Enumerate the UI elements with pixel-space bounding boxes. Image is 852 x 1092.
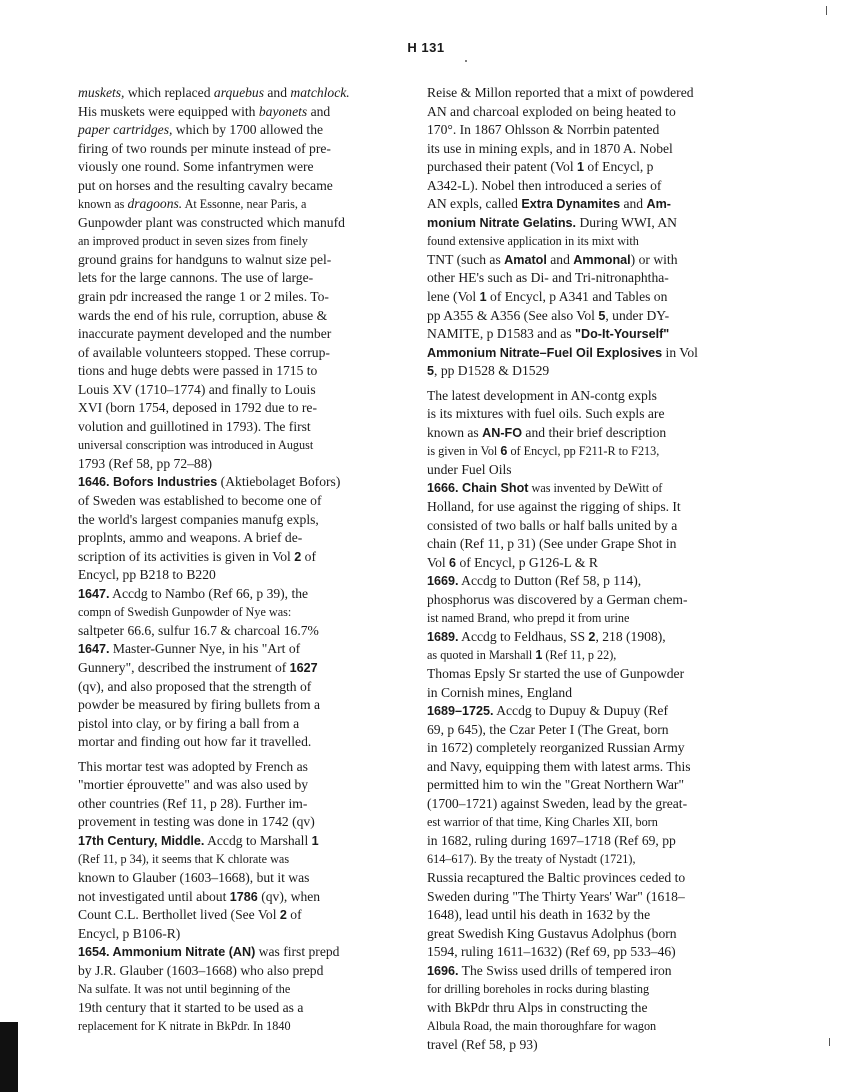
text-run: powder be measured by firing bullets from a (78, 697, 320, 713)
text-line (78, 640, 410, 659)
text-run: travel (Ref 58, p 93) (427, 1036, 538, 1052)
text-line (427, 232, 747, 251)
text-run: 170°. In 1867 Ohlsson & Norrbin patented (427, 122, 660, 138)
text-run: ground grains for handguns to walnut size pel- (78, 251, 332, 267)
bold-term: Ammonal (573, 252, 631, 267)
text-line (427, 980, 747, 999)
text-line (78, 603, 410, 622)
text-run: which replaced (124, 85, 214, 100)
text-line (427, 962, 747, 981)
text-line (78, 158, 410, 177)
text-run: "mortier éprouvette" and was also used by (78, 777, 309, 793)
text-line (427, 362, 747, 381)
text-run: known as (78, 197, 128, 212)
text-line (427, 344, 747, 363)
text-run: inaccurate payment developed and the number (78, 326, 332, 342)
italic-term: muskets, (78, 85, 125, 100)
text-run: in Cornish mines, England (427, 684, 572, 700)
italic-term: arquebus (213, 85, 264, 100)
text-line (427, 721, 747, 740)
text-run: saltpeter 66.6, sulfur 16.7 & charcoal 16.7% (78, 622, 319, 638)
text-line (427, 140, 747, 159)
text-line (78, 269, 410, 288)
text-run: and (546, 251, 574, 267)
text-run: grain pdr increased the range 1 or 2 miles. To- (78, 289, 329, 305)
text-run: which by 1700 allowed the (172, 122, 324, 138)
text-line (427, 158, 747, 177)
text-run: known as (427, 424, 483, 440)
text-line (427, 684, 747, 703)
text-line (427, 177, 747, 196)
text-run: pistol into clay, or by firing a ball from a (78, 715, 300, 731)
text-line (78, 214, 410, 233)
text-line (78, 715, 410, 734)
bold-term: 5 (598, 308, 606, 323)
text-line (78, 121, 410, 140)
text-line (78, 1017, 410, 1036)
text-line (78, 362, 410, 381)
bold-term: "Do-It-Yourself" (575, 327, 670, 342)
bold-term: 5 (427, 364, 435, 379)
right-column (427, 84, 747, 1054)
text-line (427, 535, 747, 554)
text-run: of (286, 907, 302, 923)
text-line (78, 566, 410, 585)
text-run: , 218 (1908), (595, 628, 666, 644)
text-run: Vol (427, 554, 450, 570)
text-run: During WWI, AN (576, 214, 677, 230)
text-line (427, 609, 747, 628)
text-run: 69, p 645), the Czar Peter I (The Great, born (427, 721, 669, 737)
text-run: with BkPdr thru Alps in constructing the (427, 999, 648, 1015)
text-run: purchased their patent (Vol (427, 159, 577, 175)
text-run: (qv), when (257, 888, 321, 904)
text-run: other HE's such as Di- and Tri-nitronaphtha- (427, 270, 669, 286)
bold-term: 2 (279, 908, 287, 923)
text-line (78, 511, 410, 530)
text-run: under Fuel Oils (427, 461, 512, 477)
text-run: Accdg to Marshall (204, 832, 312, 848)
text-run: 614–617). By the treaty of Nystadt (1721), (427, 852, 636, 867)
text-run: Encycl, p B106-R) (78, 925, 181, 941)
bold-term: Amatol (504, 252, 547, 267)
bold-term: 1647. (78, 642, 110, 657)
text-run: the world's largest companies manufg expls, (78, 511, 319, 527)
text-line (78, 813, 410, 832)
text-line (78, 980, 410, 999)
text-line (427, 591, 747, 610)
text-line (78, 776, 410, 795)
italic-term: dragoons. (127, 196, 183, 212)
text-line (78, 436, 410, 455)
scan-mark-bottom (829, 1038, 830, 1046)
text-run: TNT (such as (427, 251, 505, 267)
text-run: its use in mining expls, and in 1870 A. Nobel (427, 140, 673, 156)
text-line (427, 214, 747, 233)
text-run: Accdg to Nambo (Ref 66, p 39), the (109, 585, 309, 601)
text-line (78, 84, 410, 103)
text-run: and (263, 85, 291, 100)
text-line (78, 962, 410, 981)
text-line (427, 84, 747, 103)
page-number: H 131 (407, 40, 445, 55)
text-line (78, 473, 410, 492)
bold-term: monium Nitrate Gelatins. (427, 215, 577, 230)
left-column (78, 84, 410, 1036)
text-run: Accdg to Dupuy & Dupuy (Ref (493, 703, 668, 719)
text-line (78, 659, 410, 678)
text-line (427, 888, 747, 907)
text-run: provement in testing was done in 1742 (qv) (78, 814, 315, 830)
text-line (427, 925, 747, 944)
bold-term: 6 (449, 555, 457, 570)
text-run: mortar and finding out how far it travelled. (78, 734, 312, 750)
text-line (78, 455, 410, 474)
italic-term: bayonets (258, 103, 308, 119)
text-run: XVI (born 1754, deposed in 1792 due to re- (78, 400, 317, 416)
text-run: in 1672) completely reorganized Russian Army (427, 740, 685, 756)
italic-term: paper cartridges, (78, 122, 173, 138)
bold-term: 1689. (427, 629, 459, 644)
text-run: great Swedish King Gustavus Adolphus (born (427, 925, 677, 941)
text-line (427, 795, 747, 814)
text-line (78, 307, 410, 326)
text-run: of Encycl, pp F211-R to F213, (507, 444, 660, 459)
text-run: proplnts, ammo and weapons. A brief de- (78, 530, 303, 546)
bold-term: 1646. Bofors Industries (78, 475, 218, 490)
text-run: phosphorus was discovered by a German chem- (427, 591, 688, 607)
bold-term: 2 (588, 629, 596, 644)
text-run: consisted of two balls or half balls united by a (427, 517, 678, 533)
text-line (427, 758, 747, 777)
text-line (78, 943, 410, 962)
text-run: Na sulfate. It was not until beginning of the (78, 982, 291, 997)
text-run: 1648), lead until his death in 1632 by the (427, 907, 651, 923)
text-line (78, 925, 410, 944)
text-run: Accdg to Feldhaus, SS (458, 628, 589, 644)
text-run: permitted him to win the "Great Northern War" (427, 777, 685, 793)
text-run: Albula Road, the main thoroughfare for wagon (427, 1019, 657, 1034)
bold-term: 1666. Chain Shot (427, 481, 529, 496)
text-line (427, 121, 747, 140)
text-line (78, 177, 410, 196)
text-run: 1793 (Ref 58, pp 72–88) (78, 455, 213, 471)
text-run: was first prepd (255, 944, 340, 960)
text-line (78, 288, 410, 307)
text-run: and (620, 196, 647, 212)
bold-term: 2 (294, 549, 302, 564)
text-run: not investigated until about (78, 888, 230, 904)
text-line (78, 529, 410, 548)
bold-term: 6 (500, 444, 508, 459)
text-line (427, 813, 747, 832)
text-line (78, 678, 410, 697)
text-run: A342-L). Nobel then introduced a series of (427, 177, 662, 193)
text-line (78, 733, 410, 752)
text-run: of (301, 548, 316, 564)
text-line (427, 103, 747, 122)
text-line (427, 517, 747, 536)
text-line (427, 325, 747, 344)
text-line (427, 646, 747, 665)
text-run: and Navy, equipping them with latest arms. This (427, 758, 691, 774)
text-run: , under DY- (605, 307, 670, 323)
text-line (427, 739, 747, 758)
text-run: Encycl, pp B218 to B220 (78, 567, 216, 583)
text-line (78, 696, 410, 715)
text-run: Accdg to Dutton (Ref 58, p 114), (458, 573, 642, 589)
text-run: Holland, for use against the rigging of ships. It (427, 499, 681, 515)
bold-term: Extra Dynamites (521, 197, 621, 212)
text-line (427, 702, 747, 721)
text-line (78, 195, 410, 214)
text-run: (Ref 11, p 22), (542, 648, 617, 663)
text-run: AN expls, called (427, 196, 522, 212)
text-line (427, 1036, 747, 1055)
text-run: pp A355 & A356 (See also Vol (427, 307, 599, 323)
text-line (427, 288, 747, 307)
text-run: This mortar test was adopted by French as (78, 758, 308, 774)
text-line (78, 758, 410, 777)
text-run: other countries (Ref 11, p 28). Further im- (78, 795, 308, 811)
text-run: and their brief description (522, 424, 667, 440)
bold-term: 1669. (427, 574, 459, 589)
bold-term: 1 (479, 290, 487, 305)
text-run: firing of two rounds per minute instead of pre- (78, 140, 331, 156)
text-line (78, 832, 410, 851)
italic-term: matchlock. (290, 85, 350, 100)
text-run: Russia recaptured the Baltic provinces ceded to (427, 869, 686, 885)
text-run: Louis XV (1710–1774) and finally to Louis (78, 381, 316, 397)
text-line (427, 1017, 747, 1036)
text-run: of Sweden was established to become one of (78, 493, 322, 509)
text-run: lene (Vol (427, 289, 480, 305)
text-line (427, 850, 747, 869)
text-line (427, 999, 747, 1018)
text-line (78, 622, 410, 641)
text-run: Gunpowder plant was constructed which manufd (78, 214, 345, 230)
bold-term: 1786 (229, 889, 258, 904)
text-run: (1700–1721) against Sweden, lead by the great- (427, 795, 688, 811)
text-line (427, 498, 747, 517)
text-run: lets for the large cannons. The use of large- (78, 270, 314, 286)
bold-term: 1 (311, 833, 319, 848)
text-line (78, 325, 410, 344)
text-run: The Swiss used drills of tempered iron (458, 962, 672, 978)
text-run: scription of its activities is given in Vol (78, 548, 295, 564)
bold-term: 1627 (289, 660, 318, 675)
text-run: by J.R. Glauber (1603–1668) who also prepd (78, 962, 324, 978)
text-run: of Encycl, p G126-L & R (456, 554, 598, 570)
text-run: of Encycl, p A341 and Tables on (486, 289, 668, 305)
text-line (427, 195, 747, 214)
text-line (78, 344, 410, 363)
binding-edge-bar (0, 1022, 18, 1092)
text-run: known to Glauber (1603–1668), but it was (78, 869, 310, 885)
text-line (427, 832, 747, 851)
text-line (427, 628, 747, 647)
text-line (427, 251, 747, 270)
text-run: Count C.L. Berthollet lived (See Vol (78, 907, 280, 923)
bold-term: Am- (646, 197, 672, 212)
text-run: of Encycl, p (584, 159, 654, 175)
text-run: 1594, ruling 1611–1632) (Ref 69, pp 533–46) (427, 944, 676, 960)
text-run: universal conscription was introduced in August (78, 438, 314, 453)
text-line (427, 554, 747, 573)
text-line (427, 461, 747, 480)
text-line (427, 307, 747, 326)
text-line (427, 906, 747, 925)
text-run: of available volunteers stopped. These corrup- (78, 344, 330, 360)
text-run: found extensive application in its mixt with (427, 234, 639, 249)
text-run: , pp D1528 & D1529 (434, 363, 550, 379)
text-run: est warrior of that time, King Charles XII, born (427, 815, 658, 830)
text-line (78, 850, 410, 869)
text-run: tions and huge debts were passed in 1715 to (78, 363, 318, 379)
text-run: (Aktiebolaget Bofors) (217, 474, 341, 490)
text-line (427, 442, 747, 461)
text-line (78, 140, 410, 159)
text-line (427, 943, 747, 962)
text-line (427, 424, 747, 443)
text-line (427, 572, 747, 591)
text-run: ) or with (630, 251, 678, 267)
text-run: is given in Vol (427, 444, 501, 459)
text-run: Gunnery", described the instrument of (78, 659, 290, 675)
bold-term: 1 (535, 648, 543, 663)
text-run: as quoted in Marshall (427, 648, 536, 663)
text-line (427, 869, 747, 888)
text-line (427, 269, 747, 288)
text-run: ist named Brand, who prepd it from urine (427, 611, 630, 626)
text-run: in 1682, ruling during 1697–1718 (Ref 69, pp (427, 832, 676, 848)
bold-term: 1696. (427, 963, 459, 978)
text-line (78, 103, 410, 122)
text-line (427, 665, 747, 684)
text-run: volution and guillotined in 1793). The first (78, 418, 311, 434)
text-run: and (307, 103, 331, 119)
text-line (78, 795, 410, 814)
text-line (427, 776, 747, 795)
text-line (427, 387, 747, 406)
text-run: Sweden during "The Thirty Years' War" (1618– (427, 888, 685, 904)
text-run: was invented by DeWitt of (528, 481, 663, 496)
bold-term: 1 (577, 160, 585, 175)
text-line (78, 999, 410, 1018)
text-run: Master-Gunner Nye, in his "Art of (109, 641, 301, 657)
bold-term: 1689–1725. (427, 704, 494, 719)
text-run: in Vol (662, 344, 698, 360)
text-run: (Ref 11, p 34), it seems that K chlorate was (78, 852, 290, 867)
bold-term: AN-FO (482, 425, 523, 440)
text-run: replacement for K nitrate in BkPdr. In 1840 (78, 1019, 291, 1034)
text-line (78, 232, 410, 251)
text-line (78, 548, 410, 567)
text-run: compn of Swedish Gunpowder of Nye was: (78, 605, 292, 620)
text-run: put on horses and the resulting cavalry became (78, 177, 333, 193)
bold-term: 1654. Ammonium Nitrate (AN) (78, 945, 256, 960)
text-run: Reise & Millon reported that a mixt of powdered (427, 85, 694, 100)
text-line (427, 405, 747, 424)
scan-speck (465, 60, 467, 62)
text-line (78, 906, 410, 925)
text-run: chain (Ref 11, p 31) (See under Grape Shot in (427, 536, 677, 552)
text-line (427, 479, 747, 498)
text-run: The latest development in AN-contg expls (427, 387, 657, 403)
text-run: viously one round. Some infantrymen were (78, 159, 314, 175)
bold-term: Ammonium Nitrate–Fuel Oil Explosives (427, 345, 663, 360)
text-line (78, 869, 410, 888)
bold-term: 17th Century, Middle. (78, 833, 205, 848)
text-run: (qv), and also proposed that the strength of (78, 678, 312, 694)
text-run: NAMITE, p D1583 and as (427, 326, 575, 342)
text-run: for drilling boreholes in rocks during blasting (427, 982, 650, 997)
bold-term: 1647. (78, 586, 110, 601)
text-line (78, 381, 410, 400)
text-line (78, 251, 410, 270)
text-run: At Essonne, near Paris, a (182, 197, 307, 212)
text-line (78, 888, 410, 907)
text-line (78, 585, 410, 604)
text-run: His muskets were equipped with (78, 103, 259, 119)
text-line (78, 418, 410, 437)
text-run: an improved product in seven sizes from finely (78, 234, 308, 249)
text-run: is its mixtures with fuel oils. Such expls are (427, 406, 665, 422)
text-run: Thomas Epsly Sr started the use of Gunpowder (427, 665, 685, 681)
text-line (78, 399, 410, 418)
text-line (78, 492, 410, 511)
text-run: wards the end of his rule, corruption, abuse & (78, 307, 328, 323)
text-run: AN and charcoal exploded on being heated to (427, 103, 676, 119)
text-run: 19th century that it started to be used as a (78, 999, 304, 1015)
scan-mark-top (826, 6, 827, 15)
